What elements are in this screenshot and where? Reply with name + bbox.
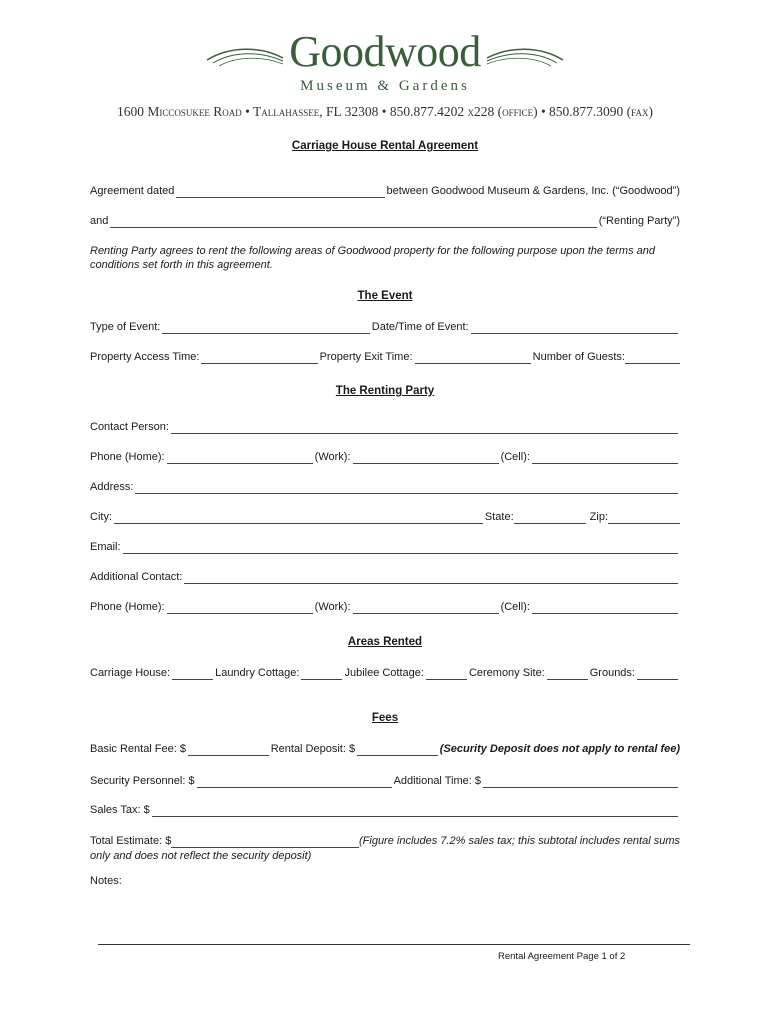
sales-tax-label: Sales Tax: $	[90, 804, 150, 816]
cell-phone-field[interactable]	[532, 453, 678, 464]
additional-time-label: Additional Time: $	[393, 775, 481, 787]
city-field[interactable]	[114, 513, 483, 524]
deposit-label: Rental Deposit: $	[270, 743, 356, 755]
event-datetime-field[interactable]	[471, 323, 678, 334]
total-note-1: (Figure includes 7.2% sales tax; this subtotal includes rental sums	[359, 835, 680, 847]
event-heading: The Event	[357, 290, 413, 302]
phone-home-field-2[interactable]	[167, 603, 313, 614]
phone-row	[90, 450, 680, 464]
laundry-cottage-label: Laundry Cottage:	[215, 667, 300, 679]
state-field[interactable]	[514, 513, 586, 524]
email-row	[90, 540, 680, 554]
footer-divider	[98, 944, 690, 945]
basic-fee-field[interactable]	[188, 745, 269, 756]
phone-home-label: Phone (Home):	[90, 451, 165, 463]
right-swash-icon	[485, 44, 565, 68]
phone-home-label-2: Phone (Home):	[90, 601, 165, 613]
cell-label: (Cell):	[500, 451, 530, 463]
city-row	[90, 510, 680, 524]
fee-row	[90, 742, 680, 756]
work-phone-field[interactable]	[353, 453, 499, 464]
event-times-row	[90, 350, 680, 364]
fees-heading: Fees	[371, 712, 399, 724]
total-field[interactable]	[171, 837, 359, 848]
carriage-house-label: Carriage House:	[90, 667, 171, 679]
email-label: Email:	[90, 541, 121, 553]
additional-time-field[interactable]	[483, 777, 678, 788]
logo-subtitle: Museum & Gardens	[300, 78, 470, 94]
agreement-date-field[interactable]	[176, 187, 384, 198]
party-heading: The Renting Party	[335, 385, 435, 397]
event-datetime-label: Date/Time of Event:	[371, 321, 469, 333]
ceremony-site-field[interactable]	[547, 669, 588, 680]
exit-time-field[interactable]	[415, 353, 531, 364]
agreement-dated-row	[90, 184, 680, 198]
event-type-label: Type of Event:	[90, 321, 161, 333]
jubilee-cottage-label: Jubilee Cottage:	[344, 667, 424, 679]
grounds-field[interactable]	[637, 669, 678, 680]
areas-row	[90, 666, 680, 680]
exit-time-label: Property Exit Time:	[319, 351, 413, 363]
zip-field[interactable]	[608, 513, 680, 524]
guests-field[interactable]	[625, 353, 680, 364]
contact-label: Contact Person:	[90, 421, 169, 433]
total-note-2: only and does not reflect the security deposit)	[90, 850, 312, 862]
email-field[interactable]	[123, 543, 678, 554]
zip-label: Zip:	[589, 511, 608, 523]
cell-label-2: (Cell):	[500, 601, 530, 613]
logo	[0, 27, 770, 95]
additional-contact-label: Additional Contact:	[90, 571, 183, 583]
areas-heading: Areas Rented	[347, 636, 423, 648]
deposit-field[interactable]	[357, 745, 438, 756]
guests-label: Number of Guests:	[532, 351, 625, 363]
additional-contact-field[interactable]	[184, 573, 678, 584]
jubilee-cottage-field[interactable]	[426, 669, 467, 680]
sales-tax-field[interactable]	[152, 806, 678, 817]
work-label-2: (Work):	[314, 601, 351, 613]
left-swash-icon	[205, 44, 285, 68]
additional-contact-row	[90, 570, 680, 584]
access-time-field[interactable]	[201, 353, 317, 364]
page-footer: Rental Agreement Page 1 of 2	[498, 951, 626, 962]
total-row	[90, 834, 680, 848]
deposit-note: (Security Deposit does not apply to rental fee)	[439, 743, 681, 755]
and-label: and	[90, 215, 109, 227]
logo-wordmark: Goodwood	[289, 27, 481, 76]
notes-label: Notes:	[90, 875, 122, 887]
address-field[interactable]	[135, 483, 678, 494]
address-line: 1600 Miccosukee Road • Tallahassee, FL 32308 • 850.877.4202 x228 (office) • 850.877.3090 (fax)	[116, 104, 654, 119]
city-label: City:	[90, 511, 112, 523]
contact-field[interactable]	[171, 423, 678, 434]
work-label: (Work):	[314, 451, 351, 463]
sales-tax-row	[90, 803, 680, 817]
total-note-row-2	[90, 849, 680, 863]
total-label: Total Estimate: $	[90, 835, 172, 847]
event-type-row	[90, 320, 680, 334]
security-label: Security Personnel: $	[90, 775, 195, 787]
renting-party-field[interactable]	[110, 217, 596, 228]
between-text: between Goodwood Museum & Gardens, Inc. (“Goodwood”)	[386, 185, 680, 197]
ceremony-site-label: Ceremony Site:	[468, 667, 545, 679]
basic-fee-label: Basic Rental Fee: $	[90, 743, 186, 755]
laundry-cottage-field[interactable]	[301, 669, 342, 680]
phone-row-2	[90, 600, 680, 614]
address-row	[90, 480, 680, 494]
carriage-house-field[interactable]	[172, 669, 213, 680]
access-time-label: Property Access Time:	[90, 351, 200, 363]
cell-phone-field-2[interactable]	[532, 603, 678, 614]
agreement-dated-label: Agreement dated	[90, 185, 175, 197]
purpose-paragraph: Renting Party agrees to rent the following areas of Goodwood property for the following purpose upon the terms and conditions set forth in this agreement.	[90, 245, 656, 271]
security-row	[90, 774, 680, 788]
event-type-field[interactable]	[162, 323, 369, 334]
renting-party-row	[90, 214, 680, 228]
contact-row	[90, 420, 680, 434]
security-field[interactable]	[197, 777, 392, 788]
renting-party-text: (“Renting Party”)	[598, 215, 680, 227]
address-label: Address:	[90, 481, 134, 493]
phone-home-field[interactable]	[167, 453, 313, 464]
work-phone-field-2[interactable]	[353, 603, 499, 614]
page-title: Carriage House Rental Agreement	[291, 140, 479, 152]
state-label: State:	[484, 511, 514, 523]
grounds-label: Grounds:	[589, 667, 635, 679]
